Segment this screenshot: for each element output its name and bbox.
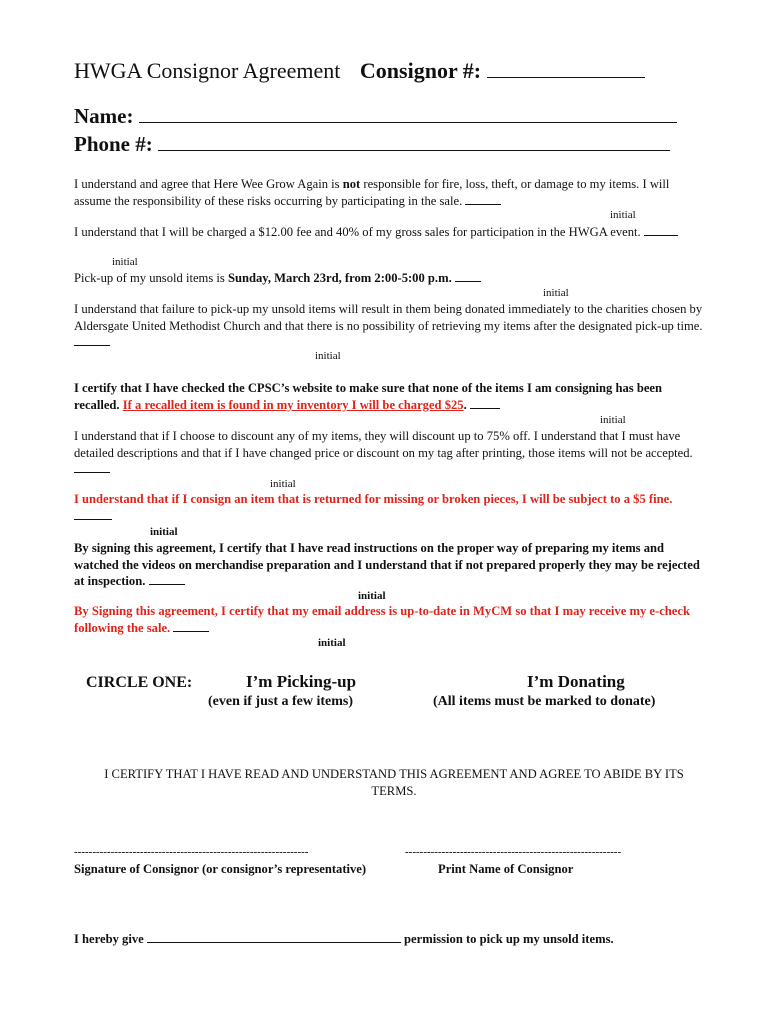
phone-label: Phone #:	[74, 132, 153, 156]
signature-line[interactable]: ----------------------------------------------------------------	[74, 846, 309, 858]
document-title-row	[74, 58, 645, 84]
clause-recall-text: I certify that I have checked the CPSC’s website to make sure that none of the items I am consigning has been recalled.	[74, 381, 663, 412]
initial-label-7: initial	[150, 526, 178, 538]
initial-label-2: initial	[112, 256, 138, 268]
initial-field-3[interactable]	[455, 270, 481, 282]
consignor-number-field[interactable]	[487, 61, 645, 78]
clause-recall: I certify that I have checked the CPSC’s website to make sure that none of the items I am consigning has been recalled. If a recalled item is found in my inventory I will be charged $25.	[74, 381, 663, 412]
print-name-line[interactable]: -----------------------------------------------------------	[405, 846, 622, 858]
clause-pickup-date: Sunday, March 23rd, from 2:00-5:00 p.m.	[227, 271, 452, 285]
clause-fee	[74, 224, 704, 241]
clause-pickup-time	[74, 270, 704, 287]
initial-label-4: initial	[315, 350, 341, 362]
certify-statement: I CERTIFY THAT I HAVE READ AND UNDERSTAND THIS AGREEMENT AND AGREE TO ABIDE BY ITS TERMS.	[104, 767, 684, 798]
initial-label-5: initial	[600, 414, 626, 426]
initial-field-7[interactable]	[74, 508, 112, 520]
clause-preparation-text: By signing this agreement, I certify that I have read instructions on the proper way of preparing my items and watched the videos on merchandise preparation and I understand that if not prepared properly they may be rejected at inspection.	[74, 541, 700, 589]
clause-preparation	[74, 540, 704, 590]
clause-fee-text: I understand that I will be charged a $12.00 fee and 40% of my gross sales for participation in the HWGA event.	[74, 225, 641, 239]
clause-liability	[74, 176, 704, 209]
clause-donation	[74, 301, 704, 351]
phone-field[interactable]	[158, 132, 670, 151]
option-picking-up-note: (even if just a few items)	[208, 694, 354, 709]
permission-prefix: I hereby give	[74, 932, 144, 946]
clause-email	[74, 603, 704, 636]
initial-field-1[interactable]	[465, 193, 501, 205]
name-row	[74, 104, 677, 129]
permission-suffix: permission to pick up my unsold items.	[404, 932, 614, 946]
initial-field-8[interactable]	[149, 573, 185, 585]
clause-recall-charge: If a recalled item is found in my inventory I will be charged $25	[122, 397, 464, 412]
circle-one-label: CIRCLE ONE:	[86, 674, 193, 691]
initial-field-6[interactable]	[74, 461, 110, 473]
clause-pickup-text: Pick-up of my unsold items is	[74, 271, 228, 285]
clause-donation-text: I understand that failure to pick-up my unsold items will result in them being donated immediately to the charities chosen by Aldersgate United Methodist Church and that there is no possibility of retrieving my items after the designated pick-up time.	[74, 302, 703, 333]
clause-discount-text: I understand that if I choose to discount any of my items, they will discount up to 75% off. I understand that I must have detailed descriptions and that if I have changed price or discount on my tag after printing, those items will not be accepted.	[74, 429, 693, 460]
initial-label-3: initial	[543, 287, 569, 299]
clause-missing-pieces-text: I understand that if I consign an item that is returned for missing or broken pieces, I will be subject to a $5 fine.	[74, 492, 673, 506]
consignor-number-label: Consignor #:	[359, 58, 482, 83]
permission-name-field[interactable]	[147, 931, 401, 943]
option-donating-note: (All items must be marked to donate)	[433, 694, 656, 709]
initial-field-4[interactable]	[74, 334, 110, 346]
option-donating[interactable]: I’m Donating	[527, 672, 625, 691]
option-picking-up[interactable]: I’m Picking-up	[246, 672, 357, 691]
clause-liability-emphasis: not	[342, 177, 361, 191]
clause-email-text: By Signing this agreement, I certify that my email address is up-to-date in MyCM so that I may receive my e-check following the sale.	[74, 604, 690, 635]
print-name-label: Print Name of Consignor	[438, 862, 574, 876]
permission-row	[74, 931, 614, 947]
signature-label: Signature of Consignor (or consignor’s representative)	[74, 862, 367, 876]
name-field[interactable]	[139, 104, 677, 123]
phone-row	[74, 132, 670, 157]
initial-field-9[interactable]	[173, 620, 209, 632]
document-title: HWGA Consignor Agreement	[74, 58, 341, 83]
initial-label-8: initial	[358, 590, 386, 602]
clause-liability-text-2: responsible for fire, loss, theft, or damage to my items. I will assume the responsibility of these risks occurring by participating in the sale.	[74, 177, 670, 208]
clause-liability-text: I understand and agree that Here Wee Grow Again is	[74, 177, 343, 191]
initial-label-9: initial	[318, 637, 346, 649]
initial-label-6: initial	[270, 478, 296, 490]
initial-label-1: initial	[610, 209, 636, 221]
clause-discount	[74, 428, 704, 478]
clause-missing-pieces	[74, 491, 704, 524]
name-label: Name:	[74, 104, 134, 128]
initial-field-2[interactable]	[644, 224, 678, 236]
initial-field-5[interactable]	[470, 397, 500, 409]
